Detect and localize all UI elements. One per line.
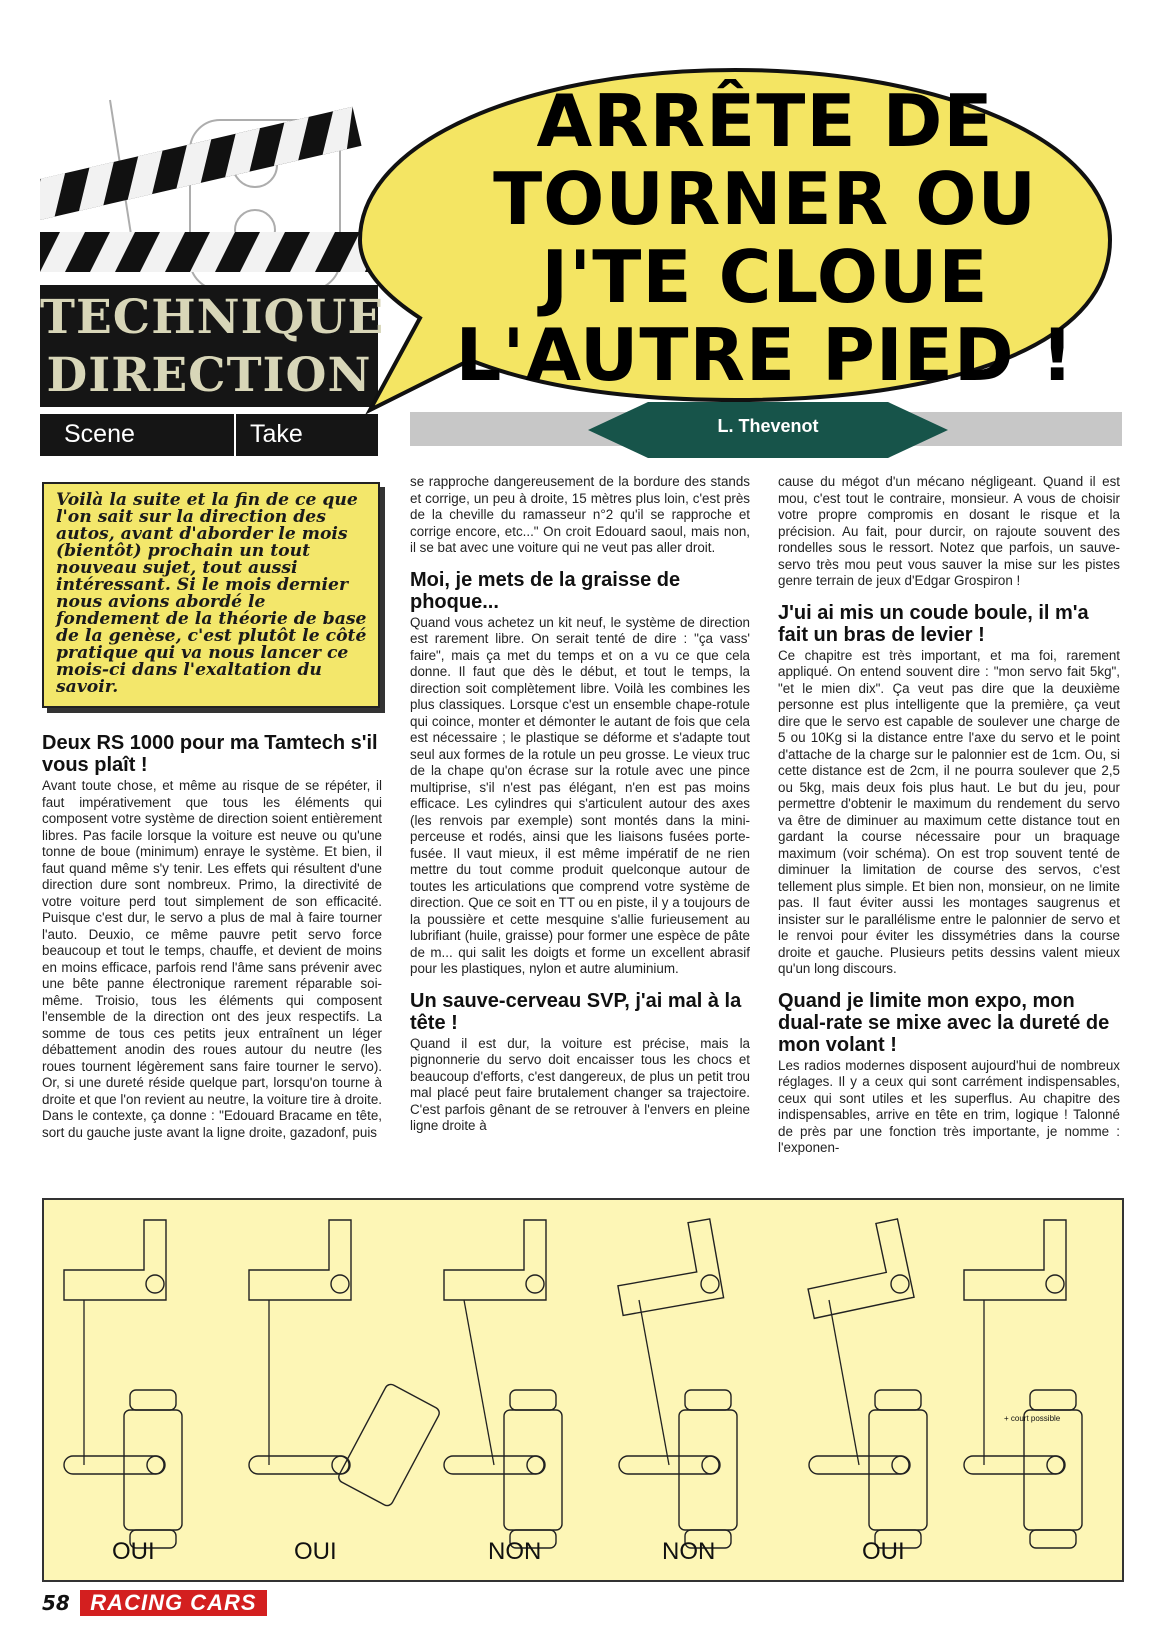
diagram-label-2: OUI	[294, 1538, 337, 1565]
paragraph-3: Quand vous achetez un kit neuf, le système de direction est rarement libre. On serait tenté de dire : "ça vass' faire", mais ça met du temps et on a vu ce que cela donne. Il faut que dès le début, et tout le temps, la direction soit complètement libre. Voilà les combines les plus classiques. Lorsque c'est un ensemble chape-rotule qui coince, monter et démonter le autant de fois que cela est nécessaire ; le plastique se déforme et s'adapte tout seul aux formes de la rotule un peu grosse. Le vieux truc de la chape qu'on écrase sur la rotule avec une pince multiprise, s'il n'est pas élégant, n'en est pas moins efficace. Les cylindres qui s'articulent autour des axes (les renvois par exemple) sont montés dans la mini-perceuse et rodés, ainsi que les liaisons fusées porte-fusée. Il vaut mieux, il est même impératif de ne rien mettre du tout comme produit quelconque autour de toutes les articulations que comprend votre système de direction. Que ce soit en TT ou en piste, il y a toujours de la poussière et cette mesquine s'allie furieusement au lubrifiant (huile, graisse) pour former une espèce de pâte de m... qui salit les doigts et forme un excellent abrasif pour les plastiques, nylon et autre aluminium.	[410, 614, 750, 976]
section-title-line1: TECHNIQUE	[40, 290, 385, 345]
bellcrank	[64, 1220, 166, 1300]
intro-text: Voilà la suite et la fin de ce que l'on sait sur la direction des autos, avant d'aborder le mois (bientôt) prochain un tout nouveau sujet, tout aussi intéressant. Si le mois dernier nous avions abordé le fondement de la théorie de base de la genèse, c'est plutôt le côté pratique qui va nous lancer ce mois-ci dans l'exaltation du savoir.	[56, 490, 367, 697]
servo-diagram	[42, 1198, 1124, 1582]
paragraph-7: Les radios modernes disposent aujourd'hui de nombreux réglages. Il y a ceux qui sont carrément indispensables, ceux qui sont utiles et les superflus. Au chapitre des indispensables, arrive en tête en trim, logique ! Talonné de près par une fonction très importante, je nomme : l'exponen-	[778, 1057, 1120, 1155]
subheading-coude-boule: J'ui ai mis un coude boule, il m'a fait un bras de levier !	[778, 601, 1089, 646]
diagram-note: + court possible	[1004, 1414, 1061, 1423]
bellcrank	[444, 1220, 546, 1300]
subheading-sauve-cerveau: Un sauve-cerveau SVP, j'ai mal à la tête !	[410, 989, 742, 1034]
bellcrank-outline	[444, 1220, 546, 1300]
paragraph-2: se rapproche dangereusement de la bordure des stands et corrige, un peu à droite, 15 mètres plus loin, c'est près de la cheville du ramasseur n°2 qu'il se rapproche et corrige encore, etc..." On croit Edouard saoul, mais non, il se bat avec une voiture qui ne veut pas aller droit.	[410, 474, 750, 555]
servo-tab-bottom	[1030, 1530, 1076, 1548]
bellcrank-outline	[964, 1220, 1066, 1300]
subheading-rs1000: Deux RS 1000 pour ma Tamtech s'il vous plaît !	[42, 732, 378, 776]
section-title-box	[40, 285, 385, 407]
paragraph-5: cause du mégot d'un mécano négligeant. Quand il est mou, c'est tout le contraire, monsieur. A vous de choisir votre propre compromis en dosant le risque et la précision. Au fait, pour durcir, on rajoute souvent des rondelles sous le ressort. Notez que parfois, un sauve-servo très mou peut vous sauver la mise sur les pistes genre terrain de jeux d'Edgar Grospiron !	[778, 474, 1120, 588]
servo-axis	[892, 1456, 910, 1474]
paragraph-4: Quand il est dur, la voiture est précise, mais la pignonnerie du servo doit encaisser tous les chocs et beaucoup d'efforts, c'est dangereux, de plus un petit trou mal placé peut faire brutalement changer sa trajectoire. C'est parfois gênant de se retrouver à l'envers en pleine ligne droite à	[410, 1035, 750, 1133]
take-label: Take	[250, 420, 303, 448]
bellcrank-outline	[64, 1220, 166, 1300]
section-title-line2: DIRECTION	[46, 348, 372, 403]
pivot-circle	[701, 1275, 719, 1293]
link-rod	[464, 1300, 494, 1465]
subheading-graisse: Moi, je mets de la graisse de phoque...	[410, 568, 681, 613]
servo-axis	[147, 1456, 165, 1474]
paragraph-1: Avant toute chose, et même au risque de se répéter, il faut impérativement que tous les éléments qui composent votre système de direction soient entièrement libres. Pas facile lorsque la voiture est neuve ou qu'une tonne de boue (minimum) enraye le système. Et bien, il faut quand même s'y tenir. Les effets qui résultent d'une direction dure sont nombreux. Primo, la directivité de votre voiture perd tout simplement de son efficacité. Puisque c'est dur, le servo a plus de mal à faire tourner l'auto. Deuxio, ce même pauvre petit servo force beaucoup et tout le temps, chauffe, et devient de moins en moins efficace, parfois rend l'âme sans prévenir avec une bête panne électronique rarement réparable soi-même. Troisio, tous les éléments qui composent l'ensemble de la direction ont des jeux respectifs. La somme de tous ces petits jeux entraînent un léger débattement anodin des roues autour du neutre (les roues tournent légèrement sans faire tourner le servo). Or, si une dureté réside quelque part, lorsqu'on tourne à droite et que l'on revient au neutre, la voiture tire à droite. Dans le contexte, ça donne : "Edouard Bracame en tête, sort du gauche juste avant la ligne droite, gazadonf, puis	[42, 778, 382, 1140]
servo-body	[504, 1410, 562, 1530]
bellcrank	[249, 1220, 351, 1300]
paragraph-6: Ce chapitre est très important, et ma foi, rarement appliqué. On entend souvent dire : "mon servo fait 5kg", "et le mien dix". Ça veut pas dire que la deuxième personne est plus intelligente que la première, ça veut dire que le servo est capable de soulever une charge de 5 ou 10Kg si la distance entre l'axe du servo et le point d'attache de la charge sur le palonnier est de 1cm. Ou, si cette distance est de 2cm, il ne pourra soulever que 2,5 ou 5kg, mais deux fois plus haut. Le but du jeu, pour permettre d'obtenir le maximum du rendement du servo va être de diminuer au maximum cette distance tout en gardant la course nécessaire pour un braquage maximum (voir schéma). On est trop souvent tenté de diminuer la limitation de course des servos, c'est tellement plus simple. Et bien non, monsieur, on ne limite pas. Il faut éviter aussi les montages saugrenus et insister sur le parallélisme entre le palonnier de servo et le renvoi pour éviter les dissymétries dans la course droite et gauche. Plusieurs petits dessins valent mieux qu'un long discours.	[778, 647, 1120, 976]
pivot-circle	[146, 1275, 164, 1293]
link-rod	[829, 1300, 859, 1465]
bellcrank-outline	[798, 1219, 914, 1318]
diagram-label-3: NON	[488, 1538, 542, 1565]
bellcrank	[798, 1219, 914, 1318]
servo-body	[124, 1410, 182, 1530]
servo-body	[869, 1410, 927, 1530]
pivot-circle	[526, 1275, 544, 1293]
servo-tab-top	[1030, 1390, 1076, 1410]
clapper-top-arm	[40, 107, 362, 222]
bellcrank-outline	[609, 1219, 723, 1315]
bellcrank-outline	[249, 1220, 351, 1300]
servo-body	[1024, 1410, 1082, 1530]
intro-box	[42, 482, 380, 708]
servo-body	[679, 1410, 737, 1530]
servo-tab-top	[510, 1390, 556, 1410]
servo-axis	[527, 1456, 545, 1474]
scene-take-row	[40, 414, 378, 456]
magazine-logo: RACING CARS	[80, 1590, 266, 1616]
article-headline: ARRÊTE DE TOURNER OU J'TE CLOUE L'AUTRE PIED !	[455, 79, 1075, 397]
diagram-label-5: OUI	[862, 1538, 905, 1565]
servo-axis	[1047, 1456, 1065, 1474]
scene-label: Scene	[64, 420, 135, 448]
servo-tab-top	[130, 1390, 176, 1410]
servo-tab-top	[875, 1390, 921, 1410]
diagram-label-1: OUI	[112, 1538, 155, 1565]
author-name: L. Thevenot	[717, 416, 819, 436]
page-number: 58	[42, 1591, 70, 1615]
column-1	[42, 732, 382, 1153]
link-rod	[639, 1300, 669, 1465]
pivot-circle	[891, 1275, 909, 1293]
column-3	[778, 474, 1120, 1169]
servo-diagram-drawing	[44, 1200, 1122, 1580]
page-footer	[42, 1590, 267, 1616]
bellcrank	[964, 1220, 1066, 1300]
bellcrank	[609, 1219, 723, 1315]
servo-axis	[702, 1456, 720, 1474]
pivot-circle	[1046, 1275, 1064, 1293]
servo-body	[337, 1382, 442, 1507]
servo-tab-top	[685, 1390, 731, 1410]
column-2	[410, 474, 750, 1147]
pivot-circle	[331, 1275, 349, 1293]
diagram-label-4: NON	[662, 1538, 716, 1565]
subheading-expo: Quand je limite mon expo, mon dual-rate se mixe avec la dureté de mon volant !	[778, 989, 1110, 1056]
scene-divider	[234, 414, 236, 456]
